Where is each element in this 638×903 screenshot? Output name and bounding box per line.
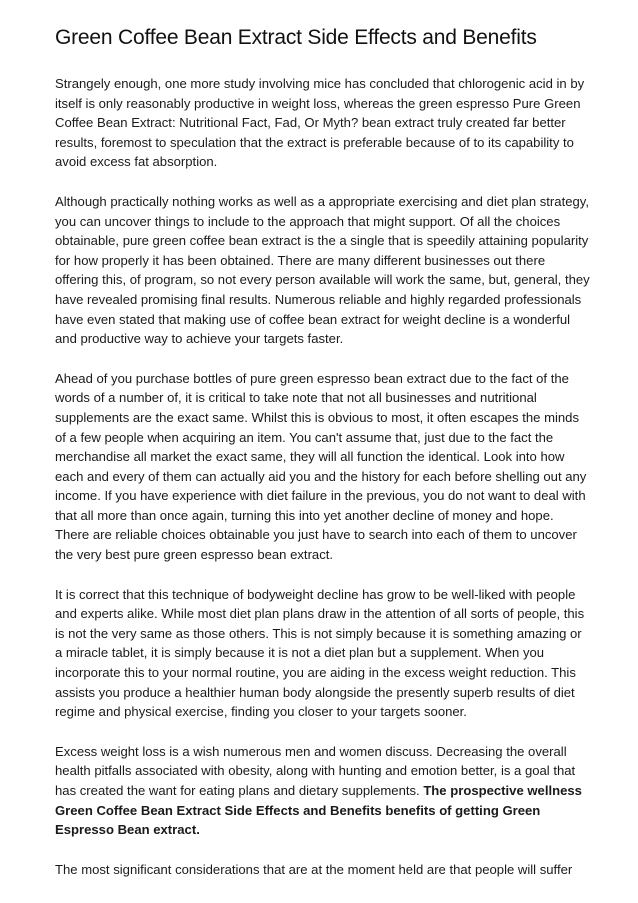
- document-title: Green Coffee Bean Extract Side Effects and Benefits: [55, 26, 537, 49]
- paragraph-6: The most significant considerations that are at the moment held are that people will suffer: [55, 861, 573, 877]
- paragraph-3: Ahead of you purchase bottles of pure green espresso bean extract due to the fact of the words of a number of, it is critical to take note that not all businesses and nutritional supplements are the exact same. Whilst this is obvious to most, it often escapes the minds of a few people when acquiring an item. You can't assume that, just due to the fact the merchandise all market the exact same, they will all function the identical. Look into how each and every of them can actually aid you and the history for each before shelling out any income. If you have experience with diet failure in the previous, you do not want to deal with that all more than once again, turning this into yet another decline of money and hope. There are reliable choices obtainable you just have to search into each of them to uncover the very best pure green espresso bean extract.: [55, 370, 587, 563]
- paragraph-5-text: Excess weight loss is a wish numerous men and women discuss. Decreasing the overall health pitfalls associated with obesity, along with hunting and emotion better, is a goal that has created the want for eating plans and dietary supplements.: [55, 743, 576, 798]
- paragraph-2: Although practically nothing works as well as a appropriate exercising and diet plan strategy, you can uncover things to include to the approach that might support. Of all the choices obtainable, pure green coffee bean extract is the a single that is speedily attaining popularity for how properly it has been obtained. There are many different businesses out there offering this, of program, so not every person available will work the same, but, general, they have revealed promising final results. Numerous reliable and highly regarded professionals have even stated that making use of coffee bean extract for weight decline is a wonderful and productive way to achieve your targets faster.: [55, 193, 590, 347]
- paragraph-5: [55, 742, 591, 840]
- paragraph-1: Strangely enough, one more study involving mice has concluded that chlorogenic acid in by itself is only reasonably productive in weight loss, whereas the green espresso Pure Green Coffee Bean Extract: Nutritional Fact, Fad, Or Myth? bean extract truly created far better results, foremost to speculation that the extract is preferable because of to its capability to avoid excess fat absorption.: [55, 76, 585, 170]
- document-page: [55, 24, 591, 899]
- paragraph-5-bold-text: The prospective wellness Green Coffee Bean Extract Side Effects and Benefits benefits of getting Green Espresso Bean extract.: [55, 783, 582, 838]
- paragraph-4: It is correct that this technique of bodyweight decline has grow to be well-liked with people and experts alike. While most diet plan plans draw in the attention of all sorts of people, this is not the very same as those others. This is not simply because it is something amazing or a miracle tablet, it is simply because it is not a diet plan but a supplement. When you incorporate this to your normal routine, you are aiding in the excess weight reduction. This assists you produce a healthier human body alongside the presently superb results of diet regime and physical exercise, finding you closer to your targets sooner.: [55, 586, 585, 720]
